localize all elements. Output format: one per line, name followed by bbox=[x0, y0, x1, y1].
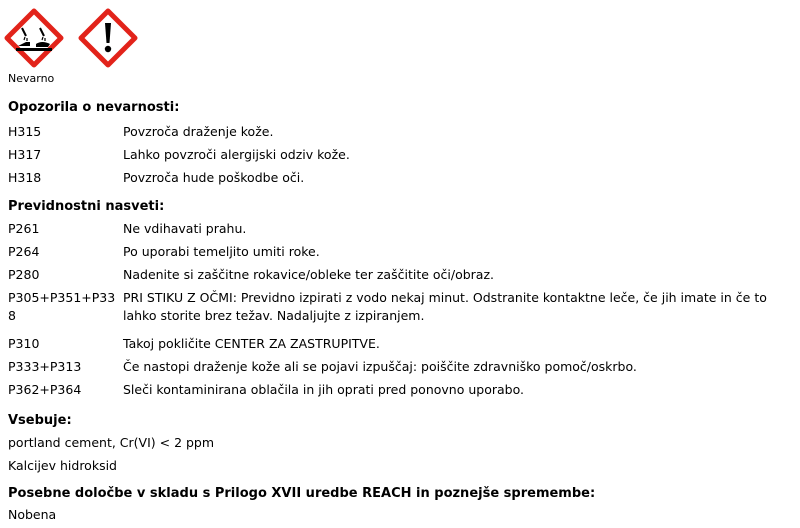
precautionary-statement-code: P280 bbox=[8, 267, 40, 282]
precautionary-statement-code: P310 bbox=[8, 336, 40, 351]
contains-heading: Vsebuje: bbox=[8, 413, 72, 428]
exclamation-mark-icon bbox=[78, 8, 138, 68]
precautionary-statement-text: Takoj pokličite CENTER ZA ZASTRUPITVE. bbox=[123, 336, 380, 351]
hazard-heading: Opozorila o nevarnosti: bbox=[8, 100, 180, 115]
precaution-heading: Previdnostni nasveti: bbox=[8, 199, 165, 214]
reach-heading: Posebne določbe v skladu s Prilogo XVII uredbe REACH in poznejše spremembe: bbox=[8, 486, 596, 501]
hazard-statement-code: H317 bbox=[8, 147, 42, 162]
precautionary-statement-text: Nadenite si zaščitne rokavice/obleke ter zaščitite oči/obraz. bbox=[123, 267, 495, 282]
contains-item: portland cement, Cr(VI) < 2 ppm bbox=[8, 435, 215, 450]
signal-word: Nevarno bbox=[8, 72, 55, 85]
precautionary-statement-code: P264 bbox=[8, 244, 40, 259]
corrosion-icon bbox=[4, 8, 64, 68]
contains-item: Kalcijev hidroksid bbox=[8, 458, 117, 473]
reach-value: Nobena bbox=[8, 507, 57, 522]
precautionary-statement-text: Po uporabi temeljito umiti roke. bbox=[123, 244, 320, 259]
precautionary-statement-code: P305+P351+P338 bbox=[8, 290, 116, 323]
precautionary-statement-code: P333+P313 bbox=[8, 359, 82, 374]
precautionary-statement-code: P261 bbox=[8, 221, 40, 236]
precautionary-statement-text: Sleči kontaminirana oblačila in jih oprati pred ponovno uporabo. bbox=[123, 382, 524, 397]
precautionary-statement-text: PRI STIKU Z OČMI: Previdno izpirati z vodo nekaj minut. Odstranite kontaktne leče, če jih imate in če to lahko storite brez težav. Nadaljujte z izpiranjem. bbox=[123, 290, 767, 323]
hazard-statement-text: Povzroča hude poškodbe oči. bbox=[123, 170, 305, 185]
hazard-statement-code: H318 bbox=[8, 170, 42, 185]
hazard-statement-code: H315 bbox=[8, 124, 42, 139]
hazard-statement-text: Povzroča draženje kože. bbox=[123, 124, 274, 139]
precautionary-statement-code: P362+P364 bbox=[8, 382, 82, 397]
precautionary-statement-text: Ne vdihavati prahu. bbox=[123, 221, 247, 236]
hazard-statement-text: Lahko povzroči alergijski odziv kože. bbox=[123, 147, 350, 162]
precautionary-statement-text: Če nastopi draženje kože ali se pojavi izpuščaj: poiščite zdravniško pomoč/oskrbo. bbox=[123, 359, 637, 374]
